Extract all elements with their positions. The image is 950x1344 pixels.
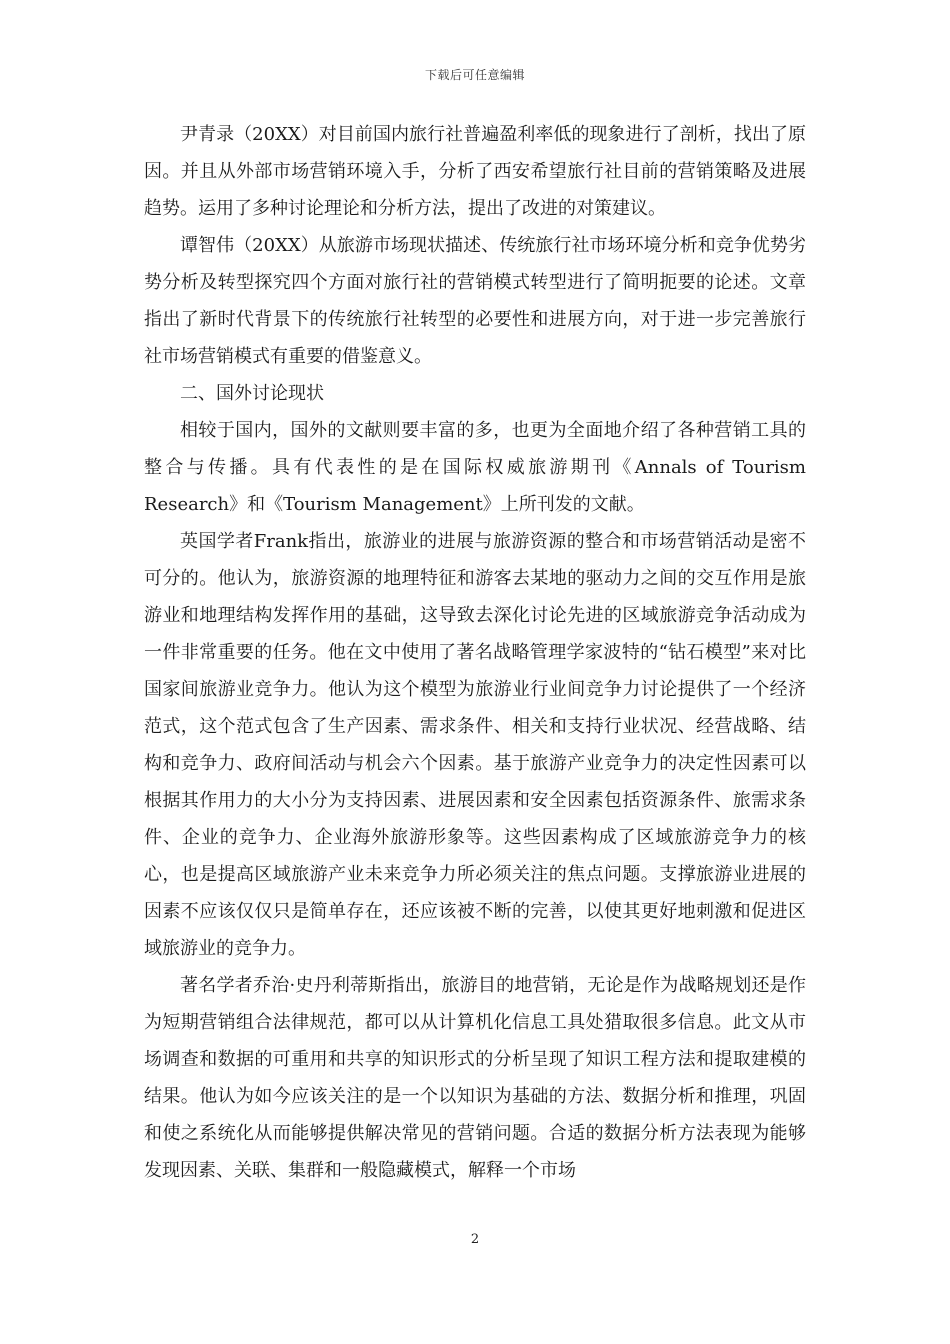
paragraph-foreign-literature: 相较于国内，国外的文献则要丰富的多，也更为全面地介绍了各种营销工具的整合与传播。具有代表性的是在国际权威旅游期刊《Annals of Tourism Research》和《Tourism Management》上所刊发的文献。 xyxy=(144,420,806,515)
page-header: 下载后可任意编辑 xyxy=(424,68,525,82)
paragraph-yin-qinglu: 尹青录（20XX）对目前国内旅行社普遍盈利率低的现象进行了剖析，找出了原因。并且从外部市场营销环境入手，分析了西安希望旅行社目前的营销策略及进展趋势。运用了多种讨论理论和分析方法，提出了改进的对策建议。 xyxy=(144,124,806,219)
section-heading-foreign-research: 二、国外讨论现状 xyxy=(180,383,324,404)
paragraph-tan-zhiwei: 谭智伟（20XX）从旅游市场现状描述、传统旅行社市场环境分析和竞争优势劣势分析及转型探究四个方面对旅行社的营销模式转型进行了简明扼要的论述。文章指出了新时代背景下的传统旅行社转型的必要性和进展方向，对于进一步完善旅行社市场营销模式有重要的借鉴意义。 xyxy=(144,235,806,367)
document-body xyxy=(144,116,806,1189)
paragraph-stanley: 著名学者乔治·史丹利蒂斯指出，旅游目的地营销，无论是作为战略规划还是作为短期营销组合法律规范，都可以从计算机化信息工具处猎取很多信息。此文从市场调查和数据的可重用和共享的知识形式的分析呈现了知识工程方法和提取建模的结果。他认为如今应该关注的是一个以知识为基础的方法、数据分析和推理，巩固和使之系统化从而能够提供解决常见的营销问题。合适的数据分析方法表现为能够发现因素、关联、集群和一般隐藏模式，解释一个市场 xyxy=(144,975,806,1181)
paragraph-frank: 英国学者Frank指出，旅游业的进展与旅游资源的整合和市场营销活动是密不可分的。他认为，旅游资源的地理特征和游客去某地的驱动力之间的交互作用是旅游业和地理结构发挥作用的基础，这导致去深化讨论先进的区域旅游竞争活动成为一件非常重要的任务。他在文中使用了著名战略管理学家波特的“钻石模型”来对比国家间旅游业竞争力。他认为这个模型为旅游业行业间竞争力讨论提供了一个经济范式，这个范式包含了生产因素、需求条件、相关和支持行业状况、经营战略、结构和竞争力、政府间活动与机会六个因素。基于旅游产业竞争力的决定性因素可以根据其作用力的大小分为支持因素、进展因素和安全因素包括资源条件、旅需求条件、企业的竞争力、企业海外旅游形象等。这些因素构成了区域旅游竞争力的核心，也是提高区域旅游产业未来竞争力所必须关注的焦点问题。支撑旅游业进展的因素不应该仅仅只是简单存在，还应该被不断的完善，以使其更好地刺激和促进区域旅游业的竞争力。 xyxy=(144,531,806,959)
page-number: 2 xyxy=(470,1232,480,1247)
